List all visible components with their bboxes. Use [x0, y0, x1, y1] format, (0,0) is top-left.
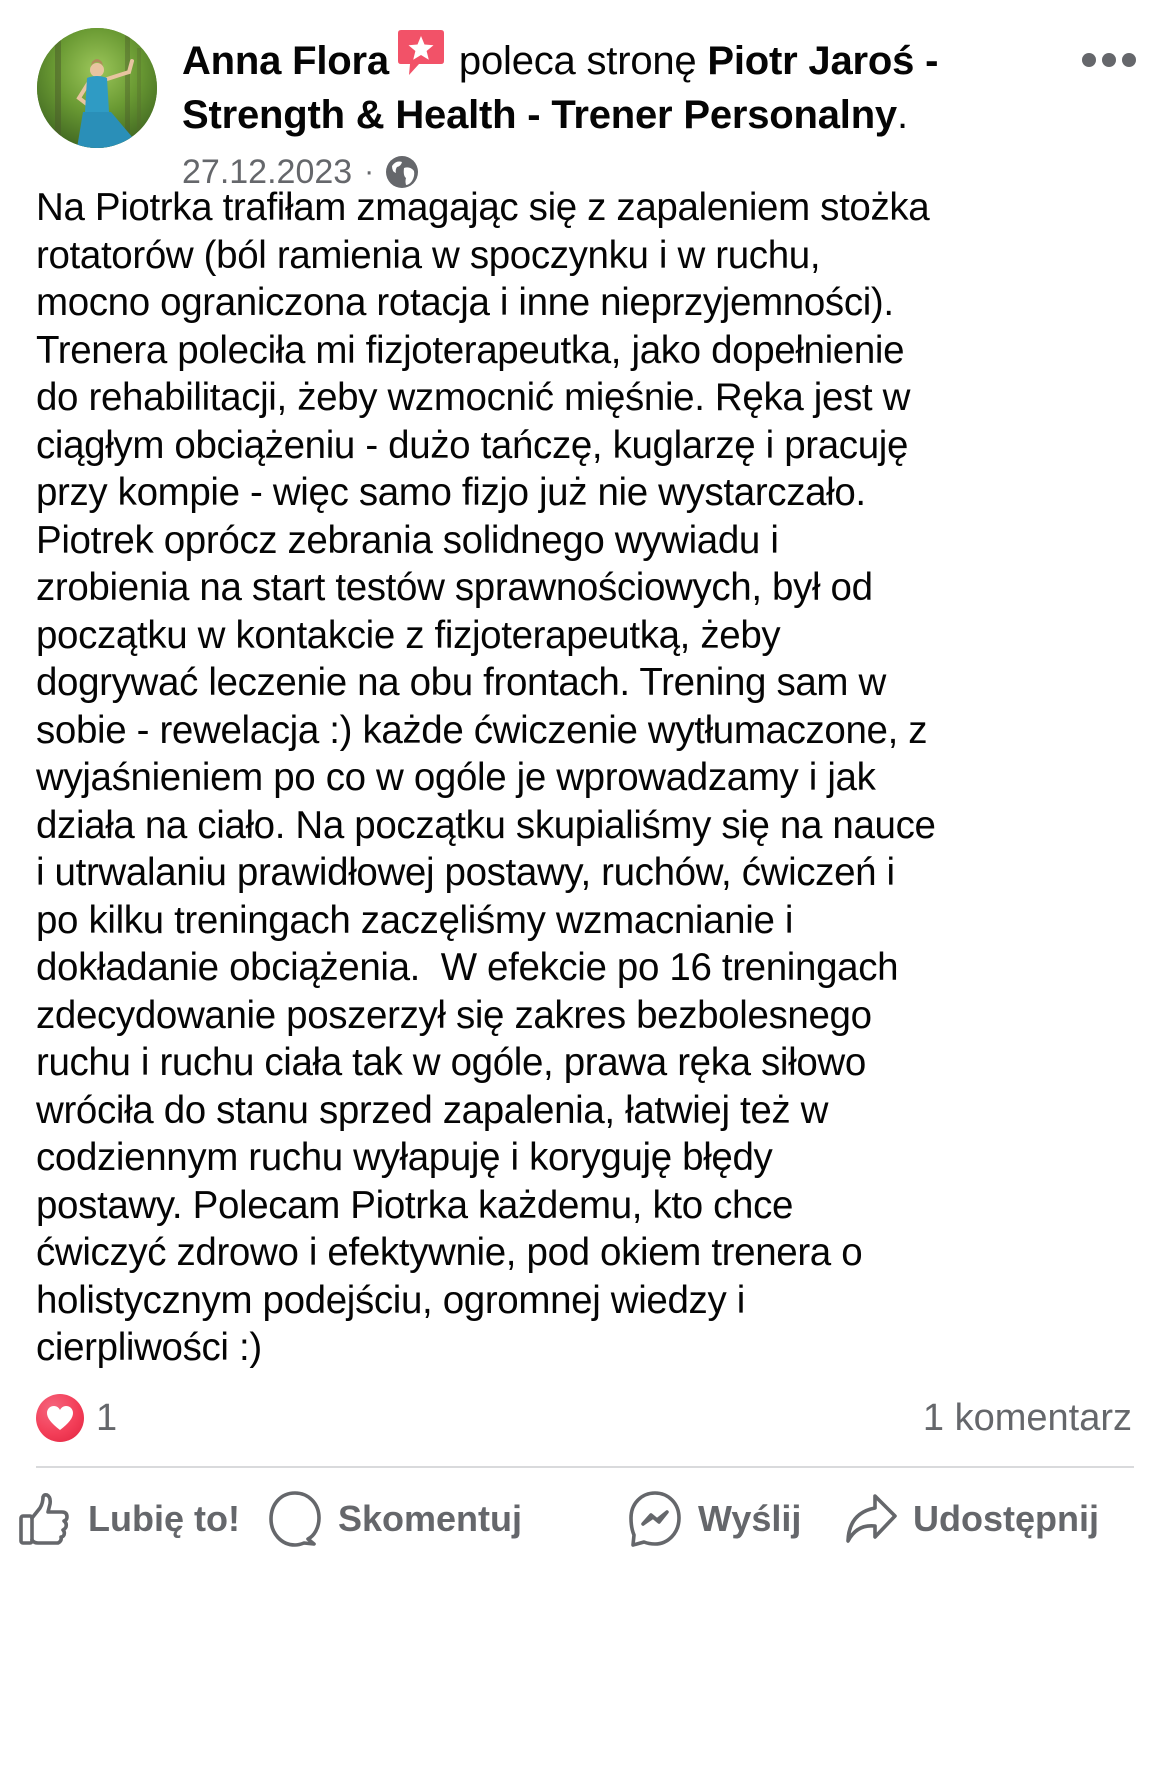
meta-separator: ·	[364, 155, 375, 188]
body-line: Trenera poleciła mi fizjoterapeutka, jako dopełnienie	[36, 328, 905, 372]
share-button[interactable]	[843, 1482, 1099, 1556]
like-label: Lubię to!	[88, 1498, 240, 1539]
like-button[interactable]	[18, 1482, 240, 1556]
body-line: do rehabilitacji, żeby wzmocnić mięśnie. Ręka jest w	[36, 376, 911, 419]
body-line: ruchu i ruchu ciała tak w ogóle, prawa ręka siłowo	[36, 1041, 866, 1084]
body-line: sobie - rewelacja :) każde ćwiczenie wytłumaczone, z	[36, 708, 928, 752]
post-action-bar	[0, 1482, 1170, 1556]
body-line: i utrwalaniu prawidłowej postawy, ruchów, ćwiczeń i	[36, 851, 895, 894]
profile-photo-icon	[37, 28, 157, 148]
action-verb: poleca stronę	[458, 39, 697, 83]
more-options-icon	[1122, 53, 1136, 67]
body-line: wyjaśnieniem po co w ogóle je wprowadzamy i jak	[36, 756, 876, 799]
body-line: dokładanie obciążenia. W efekcie po 16 treningach	[36, 946, 899, 989]
post-header	[182, 28, 1062, 142]
page-name-part1: Piotr Jaroś -	[707, 39, 939, 83]
body-line: cierpliwości :)	[36, 1326, 262, 1369]
send-label: Wyślij	[698, 1498, 802, 1539]
body-line: Na Piotrka trafiłam zmagając się z zapaleniem stożka	[36, 186, 930, 229]
post-date[interactable]: 27.12.2023	[182, 152, 353, 191]
body-line: początku w kontakcie z fizjoterapeutką, żeby	[36, 613, 781, 657]
trailing-period: .	[896, 93, 908, 137]
body-line: dogrywać leczenie na obu frontach. Trening sam w	[36, 661, 886, 704]
page-name-part2: Strength & Health - Trener Personalny	[182, 93, 897, 137]
love-reaction-icon	[36, 1394, 84, 1442]
body-line: rotatorów (ból ramienia w spoczynku i w ruchu,	[36, 233, 821, 277]
body-line: mocno ograniczona rotacja i inne nieprzyjemności).	[36, 281, 894, 324]
body-line: holistycznym podejściu, ogromnej wiedzy i	[36, 1278, 745, 1322]
body-line: zrobienia na start testów sprawnościowych, był od	[36, 566, 873, 609]
body-line: przy kompie - więc samo fizjo już nie wystarczało.	[36, 471, 866, 514]
body-line: Piotrek oprócz zebrania solidnego wywiadu i	[36, 518, 779, 562]
author-name[interactable]: Anna Flora	[182, 39, 389, 83]
body-line: zdecydowanie poszerzył się zakres bezbolesnego	[36, 993, 872, 1037]
author-avatar[interactable]	[37, 28, 157, 148]
send-button[interactable]	[628, 1482, 801, 1556]
more-options-button[interactable]	[1082, 48, 1136, 72]
share-arrow-icon	[843, 1493, 899, 1545]
share-label: Udostępnij	[913, 1498, 1099, 1539]
comment-button[interactable]	[268, 1482, 522, 1556]
body-line: ćwiczyć zdrowo i efektywnie, pod okiem trenera o	[36, 1231, 863, 1274]
post-body-text	[36, 184, 1156, 1372]
body-line: działa na ciało. Na początku skupialiśmy się na nauce	[36, 803, 936, 847]
reactions-summary[interactable]	[36, 1392, 117, 1444]
body-line: codziennym ruchu wyłapuję i koryguję błędy	[36, 1136, 773, 1179]
messenger-icon	[628, 1490, 682, 1548]
more-options-icon	[1102, 53, 1116, 67]
recommendation-star-icon	[397, 28, 445, 78]
body-line: wróciła do stanu sprzed zapalenia, łatwiej też w	[36, 1088, 829, 1132]
thumbs-up-icon	[18, 1492, 72, 1546]
reaction-count: 1	[96, 1396, 118, 1439]
body-line: ciągłym obciążeniu - dużo tańczę, kuglarzę i pracuję	[36, 423, 909, 467]
comment-bubble-icon	[268, 1490, 322, 1548]
body-line: postawy. Polecam Piotrka każdemu, kto chce	[36, 1183, 794, 1227]
comment-label: Skomentuj	[338, 1498, 523, 1539]
divider	[36, 1466, 1134, 1468]
more-options-icon	[1082, 53, 1096, 67]
comment-count-link[interactable]: 1 komentarz	[922, 1396, 1132, 1439]
body-line: po kilku treningach zaczęliśmy wzmacnianie i	[36, 898, 794, 942]
